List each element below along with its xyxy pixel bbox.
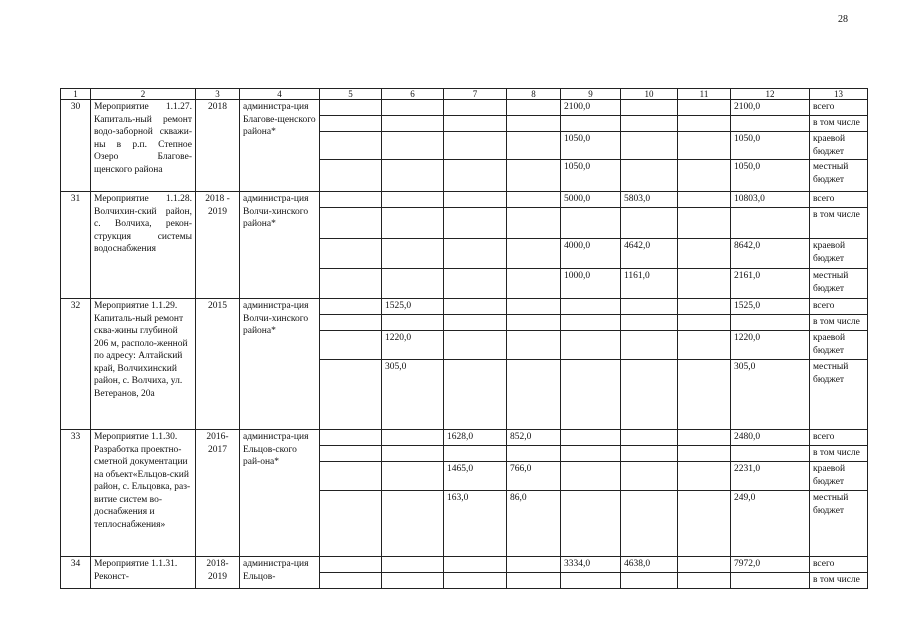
- value-col5: [320, 239, 382, 269]
- value-col10: [621, 462, 678, 491]
- funding-source: краевой бюджет: [810, 239, 868, 269]
- value-col11: [678, 462, 731, 491]
- measure-description: Мероприятие 1.1.30. Разработка проектно-сметной документации на объект«Ельцов-ский район, с. Ельцовка, раз-витие систем во-доснабжения и теплоснабжения»: [91, 430, 196, 557]
- value-col8: [507, 299, 561, 315]
- row-number: 32: [61, 299, 91, 430]
- value-total: 305,0: [731, 360, 810, 430]
- funding-source: всего: [810, 192, 868, 208]
- value-col11: [678, 315, 731, 331]
- value-col6: 305,0: [382, 360, 444, 430]
- value-total: 1050,0: [731, 160, 810, 192]
- value-col8: [507, 331, 561, 360]
- value-col9: 1050,0: [561, 160, 621, 192]
- value-total: 2480,0: [731, 430, 810, 446]
- value-col8: [507, 160, 561, 192]
- column-number: 5: [320, 89, 382, 100]
- value-col11: [678, 239, 731, 269]
- value-col10: [621, 100, 678, 116]
- funding-source: местный бюджет: [810, 269, 868, 299]
- value-col6: [382, 446, 444, 462]
- value-col5: [320, 299, 382, 315]
- value-col6: [382, 192, 444, 208]
- value-col6: [382, 239, 444, 269]
- value-col7: [444, 160, 507, 192]
- value-col6: [382, 116, 444, 132]
- column-number: 1: [61, 89, 91, 100]
- value-col5: [320, 269, 382, 299]
- value-col5: [320, 573, 382, 589]
- value-col10: [621, 208, 678, 239]
- value-col5: [320, 462, 382, 491]
- value-col6: [382, 462, 444, 491]
- column-number: 10: [621, 89, 678, 100]
- value-col10: 4642,0: [621, 239, 678, 269]
- value-col9: [561, 315, 621, 331]
- value-col7: [444, 573, 507, 589]
- value-col8: 766,0: [507, 462, 561, 491]
- value-col8: [507, 208, 561, 239]
- executor: администра-ция Благове-щенского района*: [240, 100, 320, 192]
- funding-source: местный бюджет: [810, 491, 868, 557]
- value-col10: [621, 315, 678, 331]
- row-number: 34: [61, 557, 91, 589]
- value-col9: [561, 446, 621, 462]
- value-col10: 4638,0: [621, 557, 678, 573]
- value-col8: [507, 269, 561, 299]
- column-number: 4: [240, 89, 320, 100]
- value-col10: [621, 491, 678, 557]
- value-col9: 4000,0: [561, 239, 621, 269]
- budget-table: [60, 88, 868, 589]
- value-col6: [382, 208, 444, 239]
- value-total: 2100,0: [731, 100, 810, 116]
- value-col11: [678, 132, 731, 160]
- value-col7: [444, 315, 507, 331]
- value-col11: [678, 100, 731, 116]
- value-col7: [444, 360, 507, 430]
- funding-source: всего: [810, 557, 868, 573]
- funding-source: краевой бюджет: [810, 462, 868, 491]
- value-col9: 3334,0: [561, 557, 621, 573]
- row-number: 30: [61, 100, 91, 192]
- value-col11: [678, 331, 731, 360]
- value-col8: [507, 192, 561, 208]
- value-total: [731, 573, 810, 589]
- funding-source: краевой бюджет: [810, 132, 868, 160]
- value-col8: [507, 116, 561, 132]
- value-col9: [561, 360, 621, 430]
- value-col8: [507, 100, 561, 116]
- funding-source: в том числе: [810, 446, 868, 462]
- funding-source: в том числе: [810, 116, 868, 132]
- value-col7: [444, 192, 507, 208]
- value-col10: [621, 299, 678, 315]
- funding-source: всего: [810, 299, 868, 315]
- value-col5: [320, 192, 382, 208]
- value-col8: [507, 557, 561, 573]
- value-col5: [320, 315, 382, 331]
- implementation-years: 2018 - 2019: [196, 192, 240, 299]
- value-col7: 163,0: [444, 491, 507, 557]
- value-col7: [444, 116, 507, 132]
- implementation-years: 2015: [196, 299, 240, 430]
- value-col8: 86,0: [507, 491, 561, 557]
- executor: администра-ция Ельцов-: [240, 557, 320, 589]
- value-col11: [678, 116, 731, 132]
- measure-description: Мероприятие 1.1.29. Капиталь-ный ремонт сква-жины глубиной 206 м, располо-женной по адресу: Алтайский край, Волчихинский район, с. Волчиха, ул. Ветеранов, 20а: [91, 299, 196, 430]
- value-col6: [382, 430, 444, 446]
- column-number: 12: [731, 89, 810, 100]
- value-col9: [561, 299, 621, 315]
- value-total: 2231,0: [731, 462, 810, 491]
- column-number: 8: [507, 89, 561, 100]
- value-col7: [444, 299, 507, 315]
- value-col11: [678, 160, 731, 192]
- funding-source: всего: [810, 430, 868, 446]
- value-col8: [507, 360, 561, 430]
- value-col6: [382, 491, 444, 557]
- value-col9: [561, 573, 621, 589]
- value-col5: [320, 160, 382, 192]
- value-col8: [507, 573, 561, 589]
- measure-description: Мероприятие 1.1.28. Волчихин-ский район, с. Волчиха, рекон-струкция системы водоснабжения: [91, 192, 196, 299]
- value-col6: [382, 573, 444, 589]
- column-number-row: [61, 89, 868, 100]
- value-col5: [320, 208, 382, 239]
- value-col6: [382, 557, 444, 573]
- value-col9: 2100,0: [561, 100, 621, 116]
- value-col10: [621, 430, 678, 446]
- value-col6: [382, 100, 444, 116]
- value-col7: [444, 557, 507, 573]
- value-col11: [678, 491, 731, 557]
- table-row: [61, 430, 868, 446]
- row-number: 33: [61, 430, 91, 557]
- value-col9: [561, 116, 621, 132]
- column-number: 3: [196, 89, 240, 100]
- value-col6: 1220,0: [382, 331, 444, 360]
- value-col5: [320, 360, 382, 430]
- value-col11: [678, 573, 731, 589]
- value-col5: [320, 446, 382, 462]
- value-col8: [507, 315, 561, 331]
- value-col9: 1000,0: [561, 269, 621, 299]
- measure-description: Мероприятие 1.1.31. Реконст-: [91, 557, 196, 589]
- table-row: [61, 192, 868, 208]
- value-col7: 1465,0: [444, 462, 507, 491]
- table-row: [61, 299, 868, 315]
- value-total: 249,0: [731, 491, 810, 557]
- value-col8: 852,0: [507, 430, 561, 446]
- value-col10: [621, 116, 678, 132]
- value-col7: [444, 132, 507, 160]
- value-total: [731, 315, 810, 331]
- value-col7: [444, 239, 507, 269]
- value-col10: [621, 132, 678, 160]
- value-total: [731, 446, 810, 462]
- value-col8: [507, 239, 561, 269]
- executor: администра-ция Волчи-хинского района*: [240, 192, 320, 299]
- value-col11: [678, 269, 731, 299]
- funding-source: в том числе: [810, 208, 868, 239]
- table-row: [61, 100, 868, 116]
- value-col9: [561, 462, 621, 491]
- column-number: 9: [561, 89, 621, 100]
- value-col11: [678, 430, 731, 446]
- value-total: 2161,0: [731, 269, 810, 299]
- value-col7: [444, 269, 507, 299]
- implementation-years: 2016- 2017: [196, 430, 240, 557]
- value-col10: [621, 331, 678, 360]
- value-col5: [320, 100, 382, 116]
- value-col6: 1525,0: [382, 299, 444, 315]
- value-total: [731, 116, 810, 132]
- value-col11: [678, 557, 731, 573]
- funding-source: в том числе: [810, 573, 868, 589]
- value-col10: 5803,0: [621, 192, 678, 208]
- value-col7: [444, 331, 507, 360]
- value-col10: [621, 160, 678, 192]
- value-col7: [444, 446, 507, 462]
- implementation-years: 2018- 2019: [196, 557, 240, 589]
- value-col5: [320, 116, 382, 132]
- funding-source: краевой бюджет: [810, 331, 868, 360]
- value-col7: [444, 208, 507, 239]
- funding-source: местный бюджет: [810, 360, 868, 430]
- value-col7: 1628,0: [444, 430, 507, 446]
- implementation-years: 2018: [196, 100, 240, 192]
- value-col9: 5000,0: [561, 192, 621, 208]
- funding-source: в том числе: [810, 315, 868, 331]
- measure-description: Мероприятие 1.1.27. Капиталь-ный ремонт водо-заборной скважи-ны в р.п. Степное Озеро Благове-щенского района: [91, 100, 196, 192]
- value-col8: [507, 132, 561, 160]
- funding-source: местный бюджет: [810, 160, 868, 192]
- value-col6: [382, 315, 444, 331]
- value-col5: [320, 132, 382, 160]
- value-total: 1220,0: [731, 331, 810, 360]
- value-col10: [621, 360, 678, 430]
- value-col11: [678, 208, 731, 239]
- value-col9: [561, 208, 621, 239]
- value-col9: [561, 331, 621, 360]
- value-col11: [678, 192, 731, 208]
- value-total: 8642,0: [731, 239, 810, 269]
- column-number: 13: [810, 89, 868, 100]
- column-number: 7: [444, 89, 507, 100]
- value-col5: [320, 491, 382, 557]
- value-col5: [320, 331, 382, 360]
- value-total: 7972,0: [731, 557, 810, 573]
- value-col11: [678, 360, 731, 430]
- value-col9: 1050,0: [561, 132, 621, 160]
- funding-source: всего: [810, 100, 868, 116]
- value-col11: [678, 446, 731, 462]
- table-row: [61, 557, 868, 573]
- row-number: 31: [61, 192, 91, 299]
- value-col9: [561, 491, 621, 557]
- executor: администра-ция Ельцов-ского рай-она*: [240, 430, 320, 557]
- value-col11: [678, 299, 731, 315]
- column-number: 11: [678, 89, 731, 100]
- value-col6: [382, 132, 444, 160]
- value-col5: [320, 430, 382, 446]
- page-number: 28: [838, 14, 848, 25]
- value-total: 1050,0: [731, 132, 810, 160]
- value-col8: [507, 446, 561, 462]
- value-col10: 1161,0: [621, 269, 678, 299]
- value-col10: [621, 573, 678, 589]
- value-col10: [621, 446, 678, 462]
- column-number: 6: [382, 89, 444, 100]
- column-number: 2: [91, 89, 196, 100]
- value-total: [731, 208, 810, 239]
- value-total: 10803,0: [731, 192, 810, 208]
- value-col9: [561, 430, 621, 446]
- value-col6: [382, 160, 444, 192]
- value-col5: [320, 557, 382, 573]
- value-col6: [382, 269, 444, 299]
- executor: администра-ция Волчи-хинского района*: [240, 299, 320, 430]
- value-total: 1525,0: [731, 299, 810, 315]
- value-col7: [444, 100, 507, 116]
